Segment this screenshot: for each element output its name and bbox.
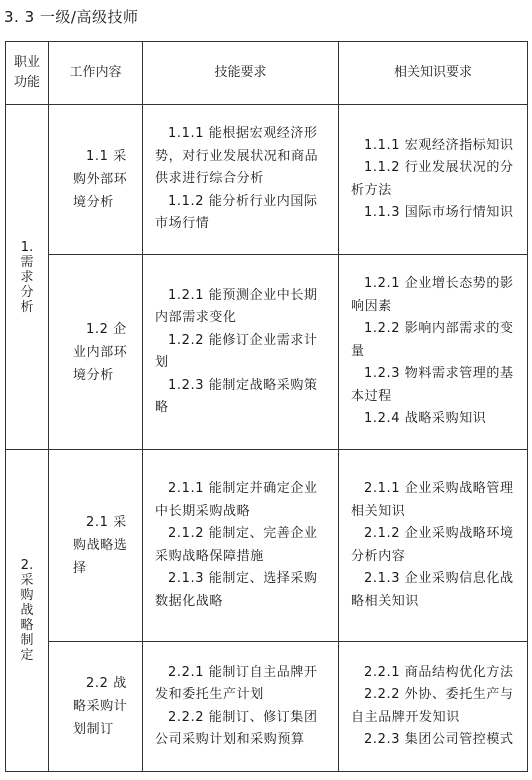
- skill-cell: [143, 255, 339, 450]
- table-row: [6, 450, 528, 642]
- table-header-row: [6, 42, 528, 105]
- table-row: [6, 255, 528, 450]
- work-content-cell: [49, 255, 143, 450]
- function-label: 需求分析: [20, 254, 34, 315]
- skill-item: 1.2.3 能制定战略采购策略: [155, 377, 318, 415]
- knowledge-item: 1.2.3 物料需求管理的基本过程: [351, 366, 514, 404]
- header-function: [6, 42, 49, 105]
- knowledge-cell: [339, 450, 528, 642]
- function-cell-1: [6, 105, 49, 450]
- skill-item: 2.2.1 能制订自主品牌开发和委托生产计划: [155, 664, 318, 702]
- knowledge-item: 1.2.1 企业增长态势的影响因素: [351, 276, 514, 314]
- skill-item: 1.1.1 能根据宏观经济形势，对行业发展状况和商品供求进行综合分析: [155, 126, 319, 187]
- knowledge-item: 2.2.3 集团公司管控模式: [364, 732, 514, 747]
- work-content-cell: [49, 642, 143, 772]
- work-content-text: 1.1 采购外部环境分析: [73, 149, 128, 210]
- work-content-cell: [49, 450, 143, 642]
- function-number: 1.: [20, 239, 34, 255]
- knowledge-cell: [339, 255, 528, 450]
- skill-item: 2.2.2 能制订、修订集团公司采购计划和采购预算: [155, 709, 318, 747]
- knowledge-item: 1.2.4 战略采购知识: [364, 411, 487, 427]
- skill-item: 2.1.3 能制定、选择采购数据化战略: [155, 571, 318, 609]
- header-work-content: 工作内容: [49, 42, 143, 105]
- skill-item: 1.1.2 能分析行业内国际市场行情: [155, 193, 318, 232]
- skill-cell: [143, 105, 339, 255]
- function-number: 2.: [20, 558, 34, 573]
- skill-item: 1.2.2 能修订企业需求计划: [155, 332, 318, 370]
- table-row: [6, 642, 528, 772]
- header-skill-requirements: 技能要求: [143, 42, 339, 105]
- skill-item: 2.1.2 能制定、完善企业采购战略保障措施: [155, 526, 318, 564]
- knowledge-item: 2.1.3 企业采购信息化战略相关知识: [351, 571, 514, 609]
- knowledge-cell: [339, 105, 528, 255]
- section-heading: 3. 3 一级/高级技师: [4, 8, 139, 26]
- function-label: 采购战略制定: [20, 573, 34, 663]
- knowledge-cell: [339, 642, 528, 772]
- work-content-cell: [49, 105, 143, 255]
- knowledge-item: 2.1.2 企业采购战略环境分析内容: [351, 526, 514, 564]
- knowledge-item: 1.1.1 宏观经济指标知识: [364, 137, 514, 153]
- work-content-text: 1.2 企业内部环境分析: [73, 321, 128, 383]
- work-content-text: 2.2 战略采购计划制订: [73, 676, 128, 737]
- function-cell-2: [6, 450, 49, 772]
- knowledge-item: 2.2.1 商品结构优化方法: [364, 664, 514, 680]
- work-content-text: 2.1 采购战略选择: [73, 515, 128, 576]
- knowledge-item: 1.2.2 影响内部需求的变量: [351, 321, 514, 359]
- skill-cell: [143, 450, 339, 642]
- header-function-label: 职业 功能: [13, 55, 40, 90]
- table-row: [6, 105, 528, 255]
- header-knowledge-requirements: 相关知识要求: [339, 42, 528, 105]
- knowledge-item: 1.1.3 国际市场行情知识: [364, 205, 514, 220]
- knowledge-item: 2.2.2 外协、委托生产与自主品牌开发知识: [351, 687, 514, 725]
- skill-cell: [143, 642, 339, 772]
- skill-item: 1.2.1 能预测企业中长期内部需求变化: [155, 287, 318, 325]
- skill-item: 2.1.1 能制定并确定企业中长期采购战略: [155, 481, 318, 519]
- knowledge-item: 2.1.1 企业采购战略管理相关知识: [351, 481, 514, 519]
- knowledge-item: 1.1.2 行业发展状况的分析方法: [351, 160, 514, 198]
- skills-table: [5, 41, 528, 772]
